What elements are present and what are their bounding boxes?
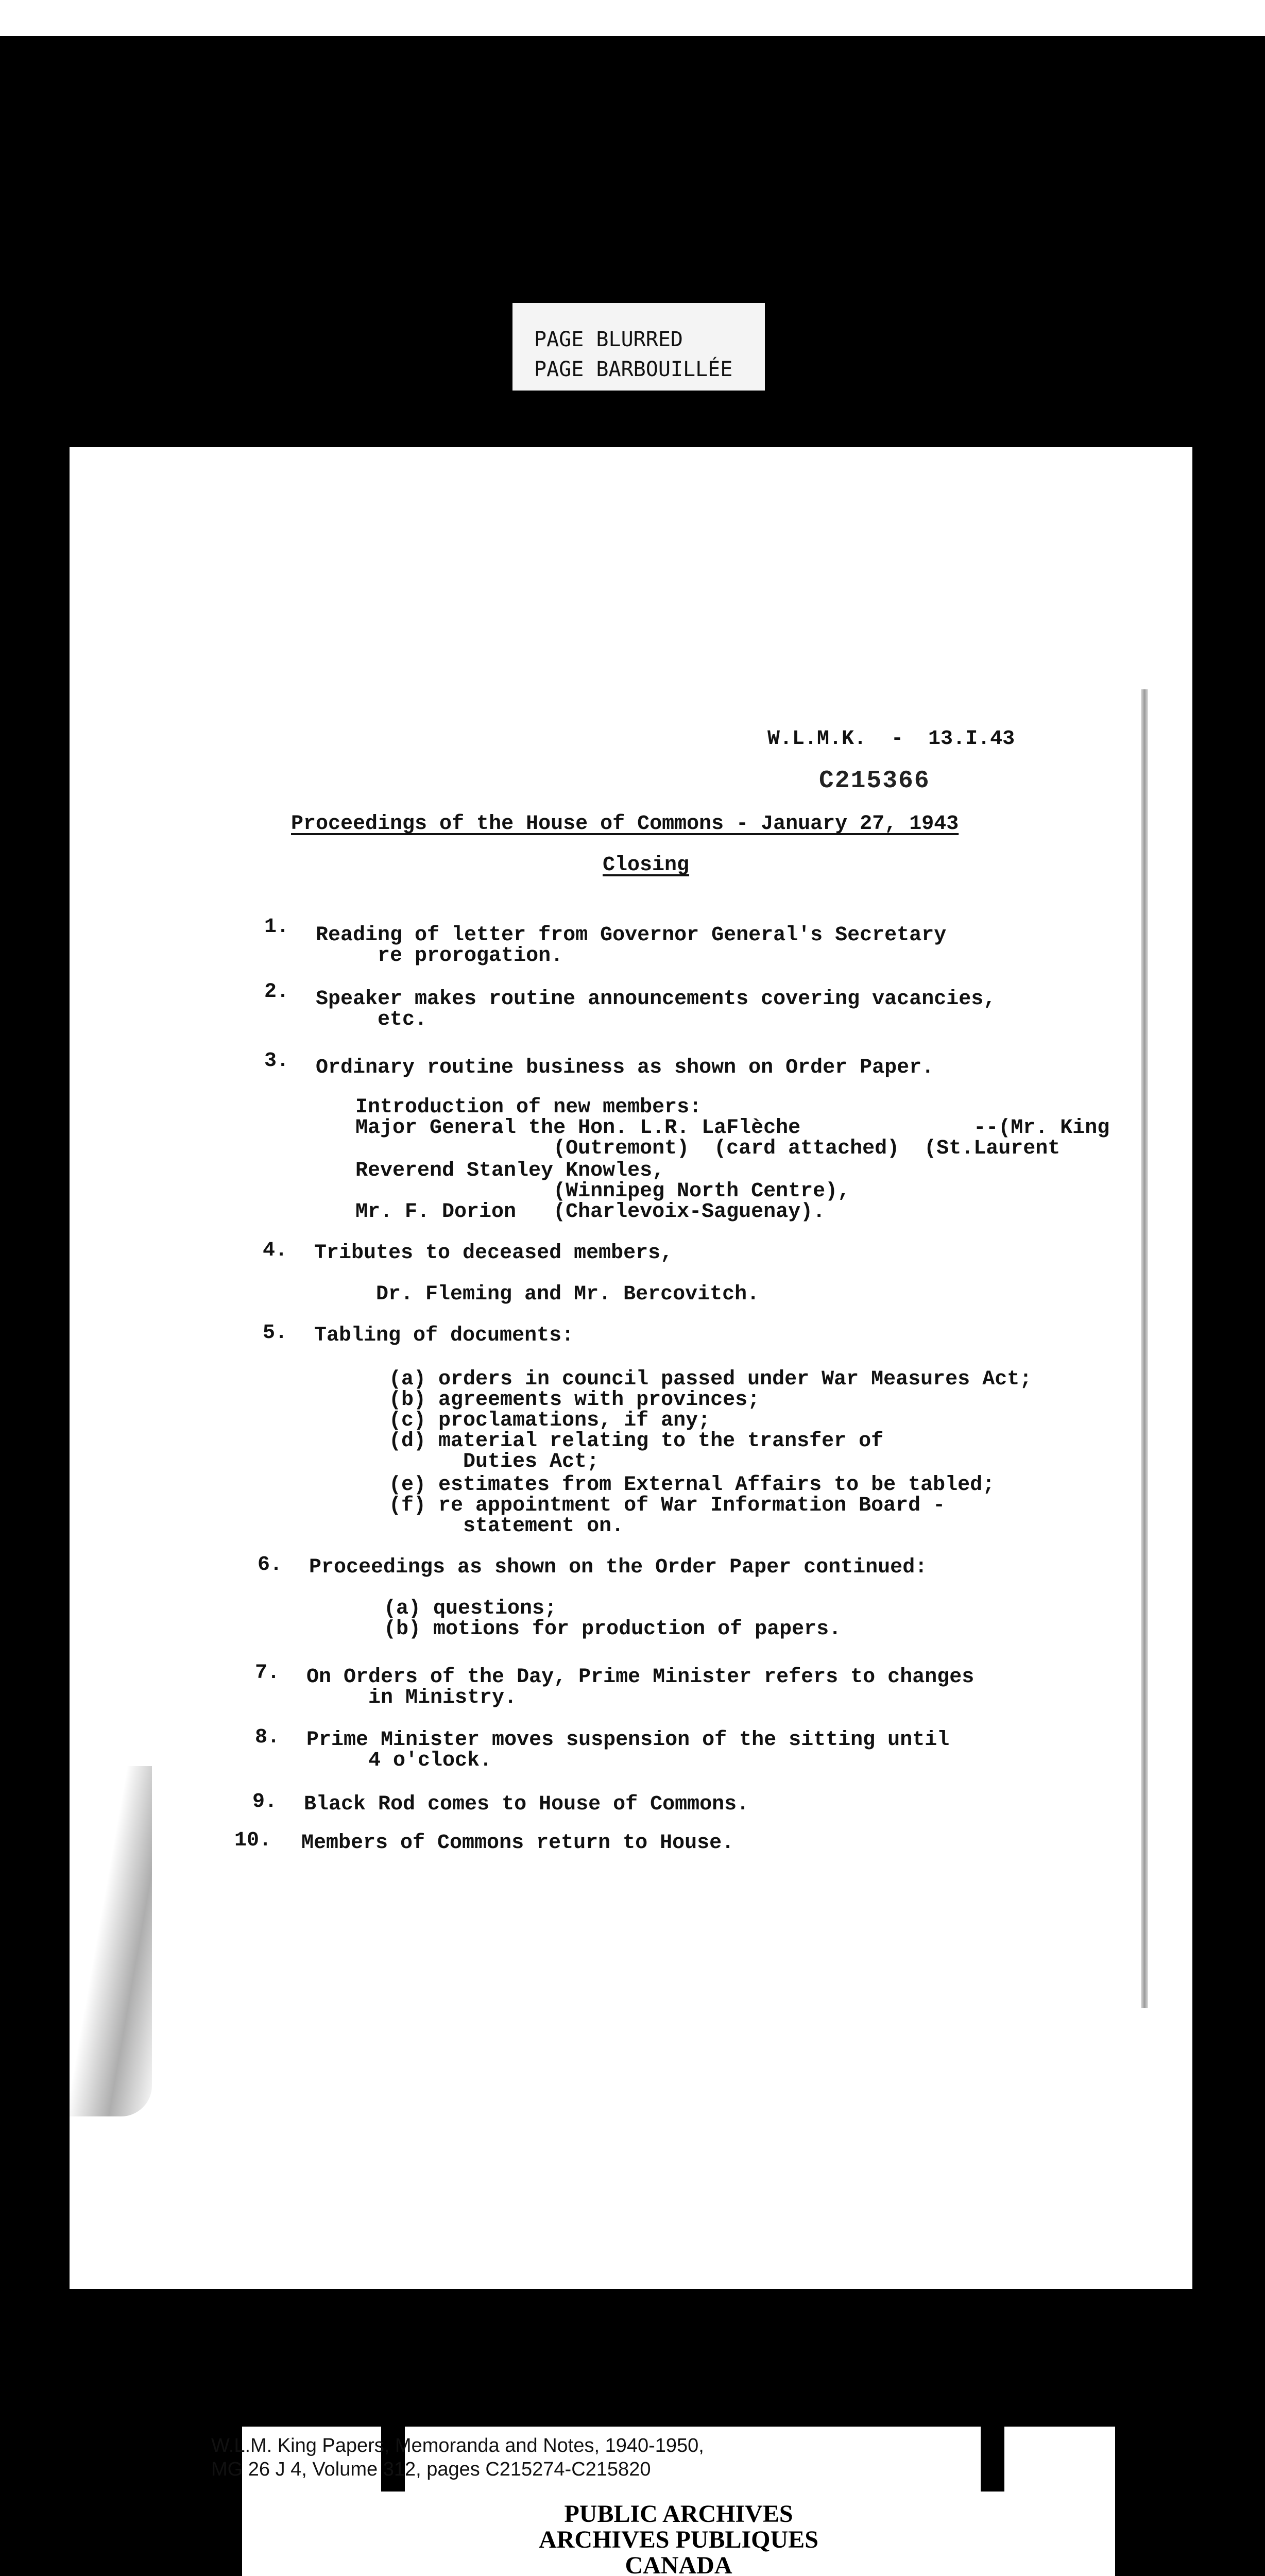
item-number: 9. [252, 1790, 278, 1814]
intro-line: (Outremont) (card attached) (St.Laurent [355, 1137, 1061, 1160]
item-line: in Ministry. [306, 1686, 517, 1709]
intro-line: Reverend Stanley Knowles, [355, 1159, 665, 1182]
archives-english: PUBLIC ARCHIVES [564, 2500, 793, 2528]
item-line: Members of Commons return to House. [301, 1832, 734, 1855]
item-number: 4. [263, 1239, 288, 1262]
sub-item-line: (c) proclamations, if any; [389, 1409, 711, 1432]
blur-label-french: PAGE BARBOUILLÉE [534, 358, 733, 381]
reference-line-2: MG 26 J 4, Volume 312, pages C215274-C215820 [211, 2459, 651, 2480]
intro-line: Mr. F. Dorion (Charlevoix-Saguenay). [355, 1200, 826, 1224]
document-stamp: C215366 [819, 767, 930, 795]
sub-item-line: (a) questions; [384, 1597, 557, 1620]
item-number: 6. [258, 1553, 283, 1577]
item-line: etc. [316, 1008, 428, 1031]
item-line: re prorogation. [316, 944, 563, 968]
item-line: Ordinary routine business as shown on Order Paper. [316, 1056, 934, 1079]
blur-label-english: PAGE BLURRED [534, 328, 683, 351]
sub-item-line: (b) motions for production of papers. [384, 1618, 842, 1641]
reference-code: W.L.M.K. - 13.I.43 [767, 727, 1015, 751]
sub-item-line: (b) agreements with provinces; [389, 1388, 760, 1412]
item-number: 2. [264, 980, 289, 1004]
item-number: 5. [263, 1321, 288, 1345]
item-number: 3. [264, 1049, 289, 1073]
document-sheet [70, 447, 1192, 2289]
item-line: Speaker makes routine announcements covering vacancies, [316, 988, 996, 1011]
item-number: 1. [264, 916, 289, 939]
sub-item-line: statement on. [389, 1515, 624, 1538]
sub-item-line: (f) re appointment of War Information Board - [389, 1494, 946, 1517]
document-subtitle: Closing [603, 854, 690, 877]
item-line: Reading of letter from Governor General's Secretary [316, 924, 947, 947]
item-line: Proceedings as shown on the Order Paper continued: [309, 1556, 928, 1579]
sub-item-line: (a) orders in council passed under War Measures Act; [389, 1368, 1032, 1391]
sub-item-line: Duties Act; [389, 1450, 600, 1473]
reference-line-1: W.L.M. King Papers, Memoranda and Notes, 1940-1950, [211, 2435, 704, 2456]
collection-reference [170, 2427, 829, 2492]
archives-french: ARCHIVES PUBLIQUES [539, 2526, 818, 2553]
page-blurred-label [512, 303, 765, 391]
item-line: Tributes to deceased members, [314, 1242, 673, 1265]
intro-line: Major General the Hon. L.R. LaFlèche --(Mr. King [355, 1116, 1110, 1140]
intro-line: Introduction of new members: [355, 1096, 702, 1119]
archives-country: CANADA [625, 2552, 732, 2576]
sub-item-line: (e) estimates from External Affairs to be tabled; [389, 1473, 995, 1497]
top-edge-band [0, 0, 1265, 36]
item-number: 10. [234, 1829, 272, 1852]
item-line: Dr. Fleming and Mr. Bercovitch. [314, 1283, 760, 1306]
item-line: Tabling of documents: [314, 1324, 574, 1347]
item-line: Black Rod comes to House of Commons. [304, 1793, 749, 1816]
item-number: 7. [255, 1662, 280, 1685]
item-line: On Orders of the Day, Prime Minister refers to changes [306, 1666, 975, 1689]
item-number: 8. [255, 1726, 280, 1749]
document-title: Proceedings of the House of Commons - January 27, 1943 [291, 812, 959, 836]
item-line: 4 o'clock. [306, 1749, 492, 1772]
document-body [70, 447, 1192, 2289]
intro-line: (Winnipeg North Centre), [355, 1180, 850, 1203]
item-line: Prime Minister moves suspension of the sitting until [306, 1728, 950, 1752]
sub-item-line: (d) material relating to the transfer of [389, 1430, 884, 1453]
archives-label [242, 2501, 1115, 2576]
